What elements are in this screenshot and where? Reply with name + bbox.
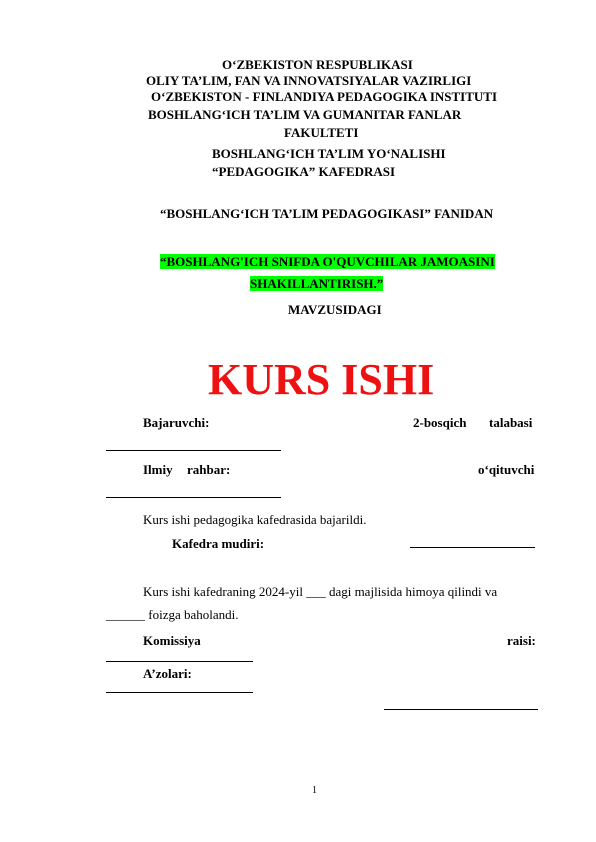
komissiya-signature-line (106, 661, 253, 662)
himoya-text-line-2: ______ foizga baholandi. (106, 607, 239, 622)
header-republic: O‘ZBEKISTON RESPUBLIKASI (222, 57, 413, 72)
header-faculty: BOSHLANG‘ICH TA’LIM VA GUMANITAR FANLAR (148, 107, 462, 122)
page-number: 1 (312, 785, 317, 796)
azolari-signature-line-1 (106, 692, 253, 693)
bajaruvchi-course: 2-bosqich (413, 415, 467, 430)
komissiya-role: raisi: (507, 633, 536, 648)
header-ministry: OLIY TA’LIM, FAN VA INNOVATSIYALAR VAZIRLIGI (146, 73, 472, 88)
mavzusidagi-label: MAVZUSIDAGI (288, 302, 382, 317)
topic-line-2: SHAKILLANTIRISH.” (250, 276, 384, 291)
himoya-text-line-1: Kurs ishi kafedraning 2024-yil ___ dagi majlisida himoya qilindi va (143, 584, 498, 599)
bajaruvchi-label: Bajaruvchi: (143, 415, 210, 430)
header-direction: BOSHLANG‘ICH TA’LIM YO‘NALISHI (212, 146, 446, 161)
kafedra-mudiri-label: Kafedra mudiri: (172, 536, 265, 551)
rahbar-signature-line (106, 497, 281, 498)
rahbar-label-2: rahbar: (187, 462, 231, 477)
header-department: “PEDAGOGIKA” KAFEDRASI (212, 164, 396, 179)
rahbar-role: o‘qituvchi (478, 462, 535, 477)
bajaruvchi-signature-line (106, 450, 281, 451)
kafedra-mudiri-signature-line (410, 547, 535, 548)
komissiya-label: Komissiya (143, 633, 201, 648)
header-institute: O‘ZBEKISTON - FINLANDIYA PEDAGOGIKA INSTITUTI (151, 89, 498, 104)
header-faculty-word: FAKULTETI (284, 125, 359, 140)
azolari-label: A’zolari: (143, 666, 192, 681)
rahbar-label-1: Ilmiy (143, 462, 173, 477)
bajaruvchi-role: talabasi (489, 415, 533, 430)
azolari-signature-line-2 (384, 709, 538, 710)
document-title: KURS ISHI (208, 355, 435, 404)
subject-line: “BOSHLANG‘ICH TA’LIM PEDAGOGIKASI” FANIDAN (160, 206, 494, 221)
bajarildi-text: Kurs ishi pedagogika kafedrasida bajarildi. (143, 512, 367, 527)
topic-line-1: “BOSHLANG'ICH SNIFDA O'QUVCHILAR JAMOASINI (160, 254, 495, 269)
